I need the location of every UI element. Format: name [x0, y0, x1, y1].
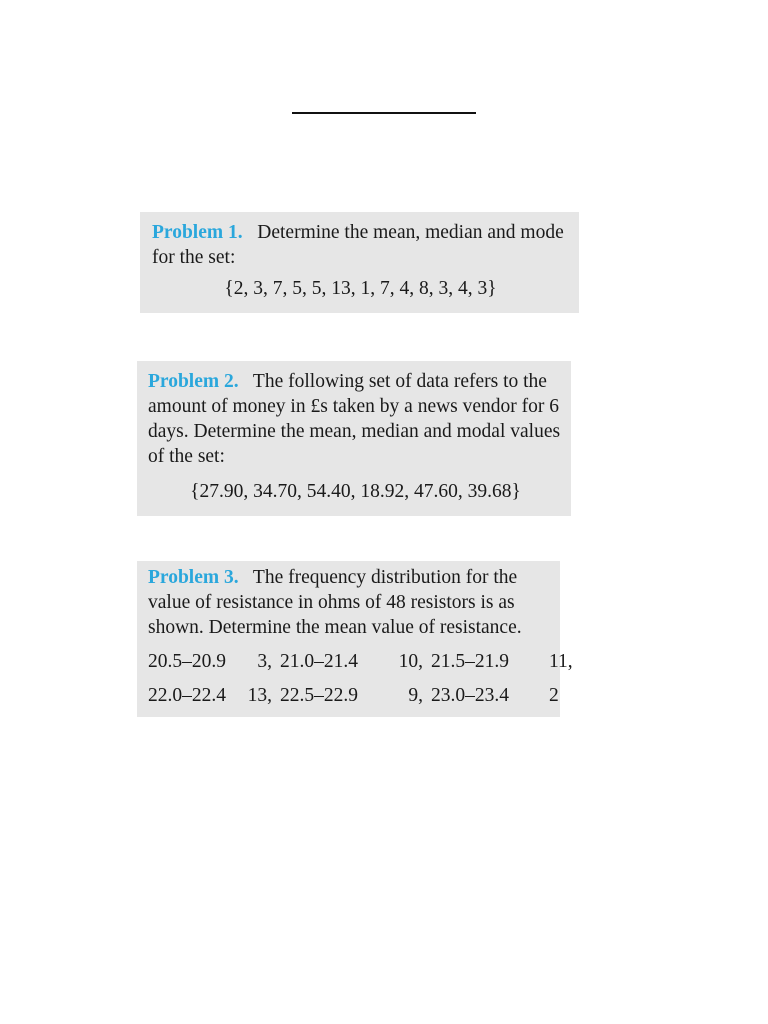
- problem-3-box: [137, 561, 573, 717]
- problem-1-text: Determine the mean, median and mode for the set:: [152, 222, 564, 268]
- freq-range-5: 22.5–22.9: [280, 685, 358, 706]
- problem-1-data-set: {2, 3, 7, 5, 5, 13, 1, 7, 4, 8, 3, 4, 3}: [224, 278, 497, 299]
- problem-2-box: [137, 361, 571, 516]
- problem-2-text: The following set of data refers to the amount of money in £s taken by a news vendor for 6 days. Determine the mean, median and modal values of the set:: [148, 371, 561, 467]
- freq-count-4: 13,: [247, 685, 272, 706]
- problem-1-label: Problem 1.: [152, 222, 243, 243]
- problem-1-box: [140, 212, 579, 313]
- freq-range-1: 20.5–20.9: [148, 651, 226, 672]
- freq-count-3: 11,: [549, 651, 573, 672]
- freq-count-2: 10,: [398, 651, 423, 672]
- freq-count-5: 9,: [408, 685, 423, 706]
- freq-count-6: 2: [549, 685, 559, 706]
- freq-range-4: 22.0–22.4: [148, 685, 226, 706]
- problem-2-statement: [148, 369, 563, 469]
- problem-3-label: Problem 3.: [148, 567, 239, 588]
- problem-3-text: The frequency distribution for the value of resistance in ohms of 48 resistors is as shown. Determine the mean value of resistance.: [148, 567, 522, 638]
- problem-3-statement: [148, 565, 552, 640]
- freq-range-3: 21.5–21.9: [431, 651, 509, 672]
- problem-2-label: Problem 2.: [148, 371, 239, 392]
- problem-2-data-set: {27.90, 34.70, 54.40, 18.92, 47.60, 39.68}: [190, 481, 521, 502]
- problem-1-statement: [152, 220, 569, 270]
- freq-range-2: 21.0–21.4: [280, 651, 358, 672]
- freq-range-6: 23.0–23.4: [431, 685, 509, 706]
- title-blank-line: [292, 112, 476, 114]
- frequency-table: [148, 649, 573, 708]
- freq-count-1: 3,: [257, 651, 272, 672]
